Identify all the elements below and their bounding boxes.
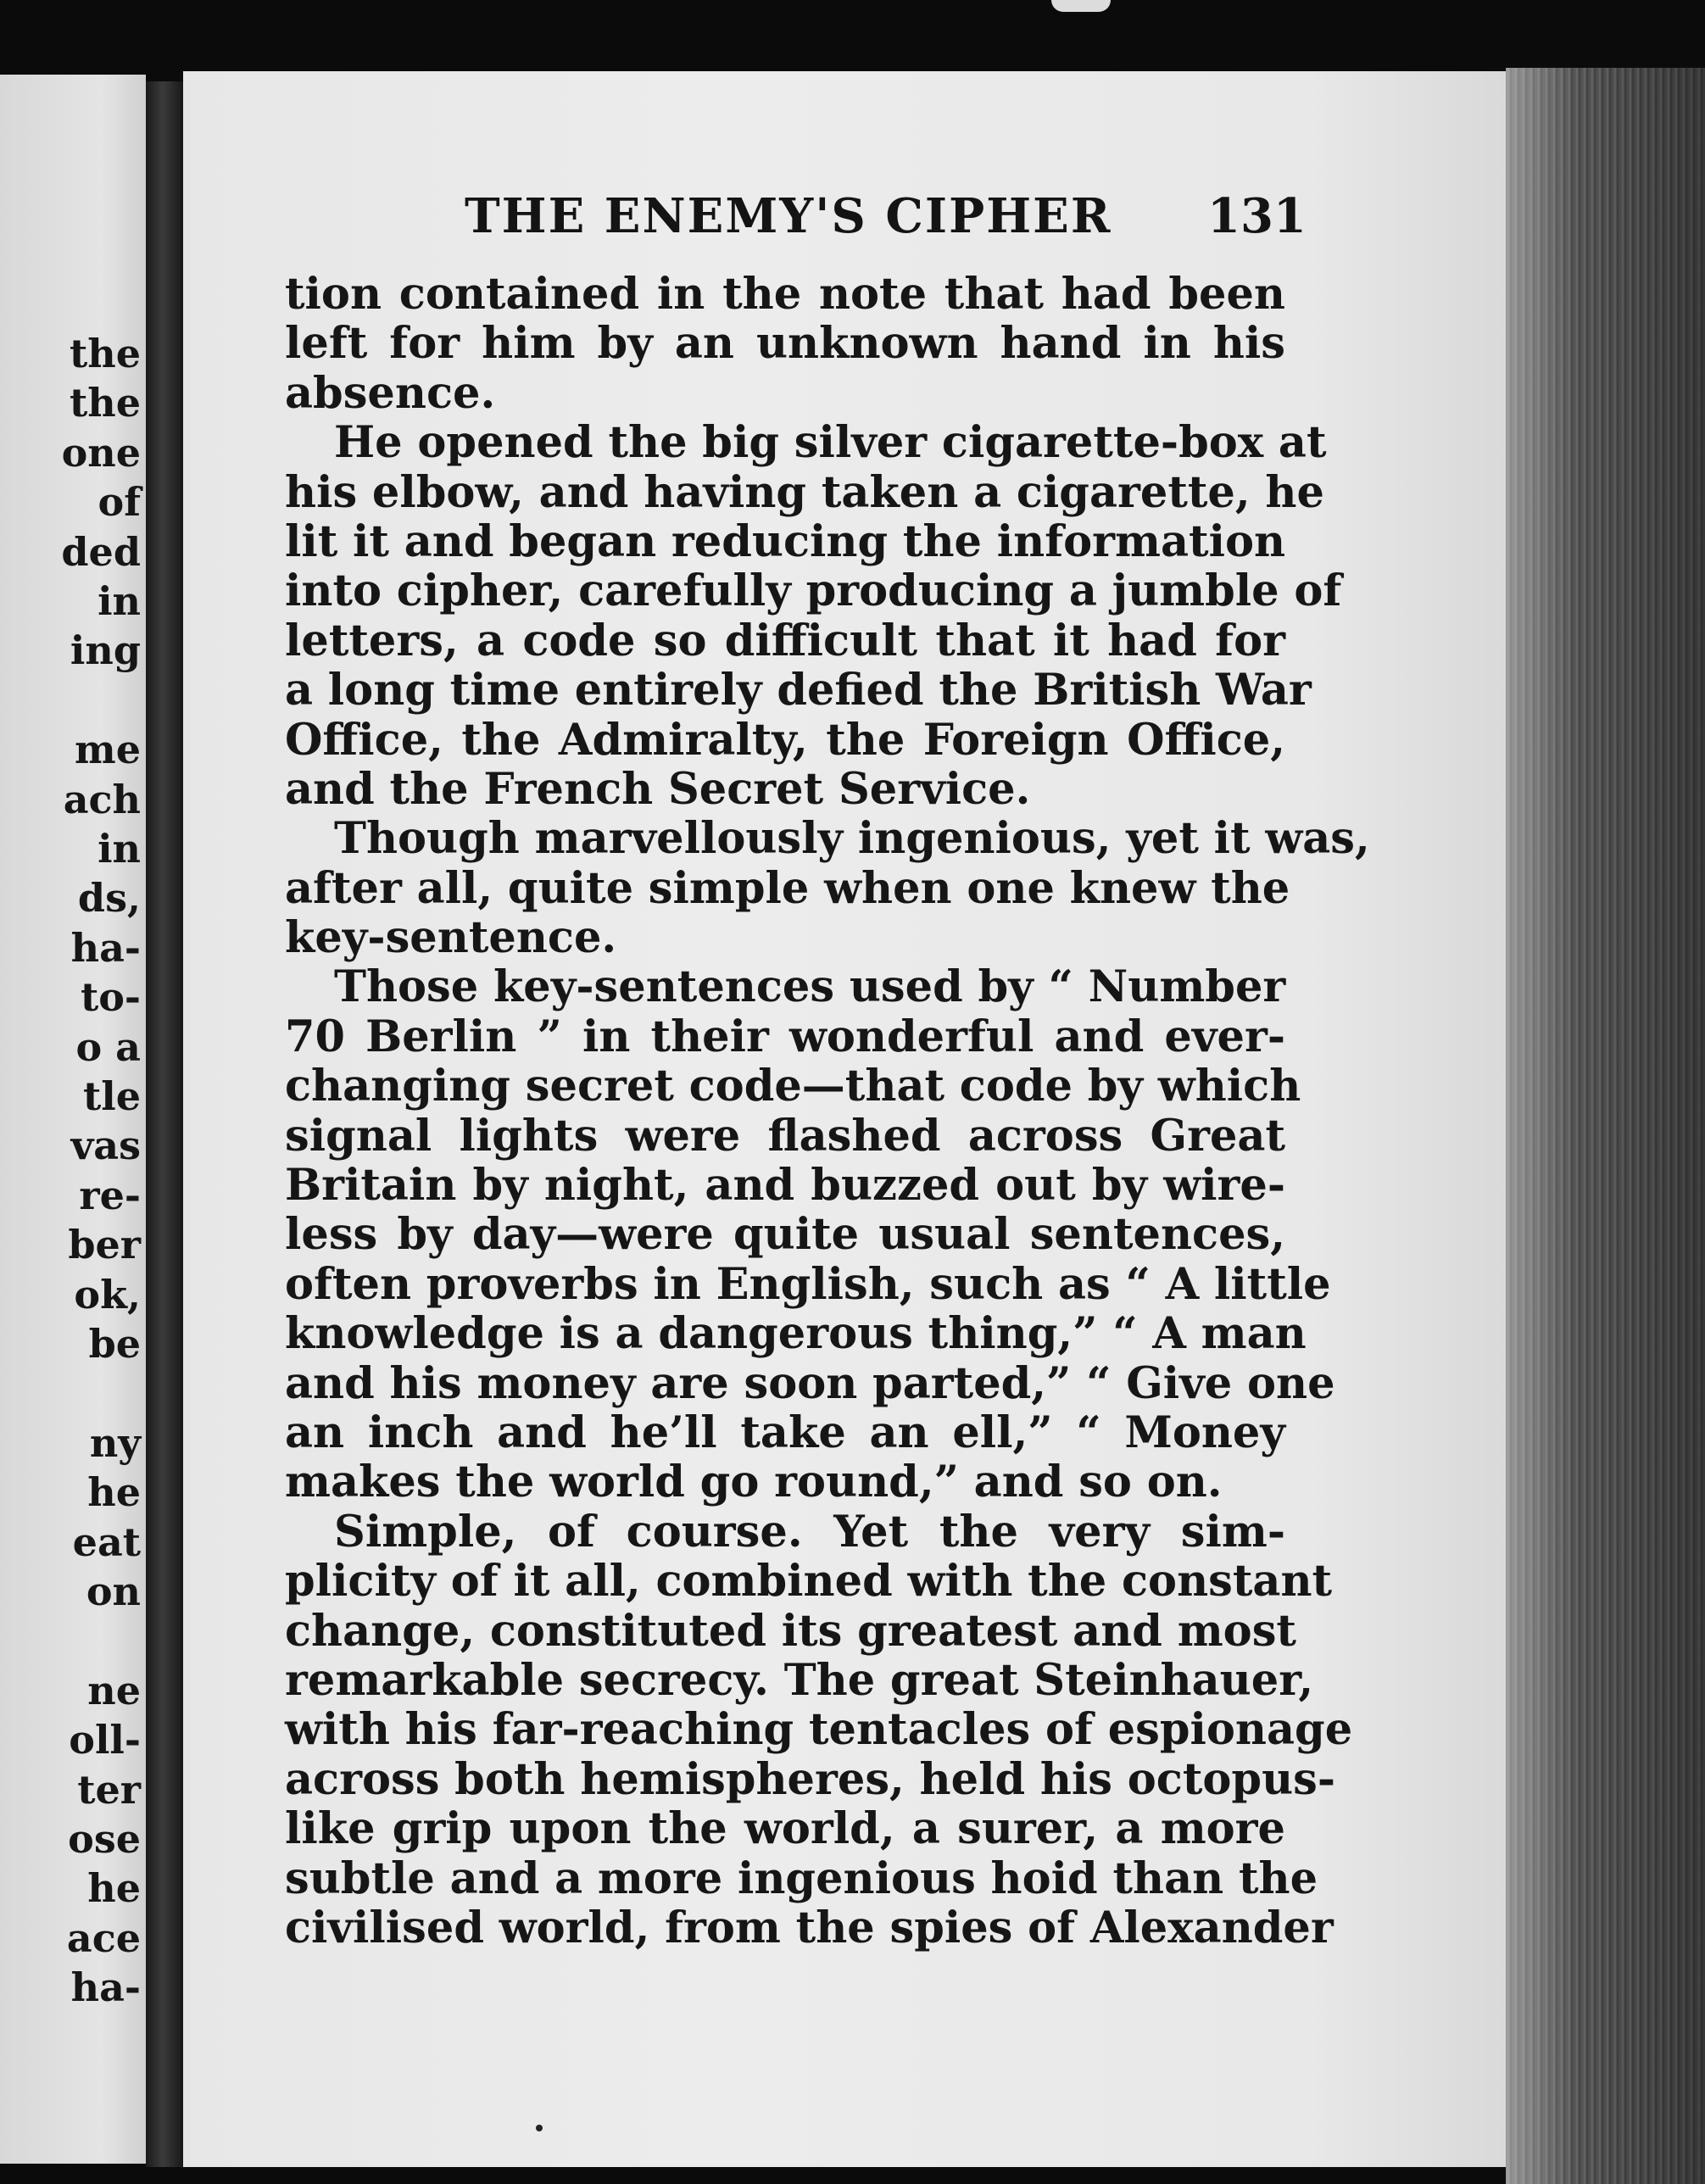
left-page-fragment: ace [66,1914,141,1961]
running-head: THE ENEMY'S CIPHER [465,188,1112,244]
text-line: signal lights were flashed across Great [285,1110,1285,1162]
left-page-fragment: in [98,826,141,872]
text-line: key-sentence. [285,912,617,964]
left-page-fragment: be [88,1321,141,1367]
left-page-fragment: of [98,479,141,526]
left-page-fragment: ing [70,627,141,674]
text-line: absence. [285,367,496,419]
left-page-fragment: he [87,1469,141,1516]
text-line: remarkable secrecy. The great Steinhauer, [285,1654,1314,1706]
left-page-fragment: ose [68,1816,141,1862]
text-line: tion contained in the note that had been [285,269,1285,320]
text-line: 70 Berlin ” in their wonderful and ever- [285,1011,1285,1062]
left-page-text-fragments [0,329,146,2025]
text-line: with his far-reaching tentacles of espionage [285,1704,1353,1756]
ink-speck [536,2125,543,2131]
text-line: across both hemispheres, held his octopus- [285,1753,1336,1805]
text-line: subtle and a more ingenious hoid than the [285,1852,1318,1904]
text-line: after all, quite simple when one knew the [285,862,1290,914]
left-page-fragment: me [75,727,141,773]
left-page-fragment: ne [87,1667,141,1713]
left-page-fragment: ber [68,1222,141,1268]
text-line: makes the world go round,” and so on. [285,1457,1223,1508]
left-page-fragment: eat [72,1518,141,1565]
left-page-fragment: ha- [70,1964,141,2011]
text-line: a long time entirely defied the British War [285,665,1312,716]
left-page-fragment: ha- [70,924,141,971]
text-line: lit it and began reducing the information [285,515,1286,567]
left-page-fragment: ok, [74,1271,141,1318]
text-line: Britain by night, and buzzed out by wire- [285,1160,1285,1212]
text-line: and his money are soon parted,” “ Give one [285,1357,1335,1409]
left-page-fragment: tle [83,1073,141,1119]
left-page-fragment: the [70,380,141,426]
left-page-fragment: o a [75,1023,141,1070]
text-line: changing secret code—that code by which [285,1061,1301,1112]
text-line: plicity of it all, combined with the constant [285,1556,1333,1607]
left-page-fragment: he [87,1865,141,1912]
left-page-fragment: on [86,1568,141,1614]
left-page-fragment: ach [63,776,141,822]
text-line: left for him by an unknown hand in his [285,318,1285,370]
text-line: Those key-sentences used by “ Number [334,961,1286,1013]
text-line: less by day—were quite usual sentences, [285,1209,1285,1261]
left-page-fragment: ny [89,1419,141,1466]
left-page-fragment: ds, [77,875,141,922]
page-block-edge-shade [1506,68,1705,2184]
book-gutter [146,81,183,2167]
text-line: into cipher, carefully producing a jumble of [285,566,1342,617]
left-page-fragment: in [98,578,141,624]
page-number: 131 [1207,188,1307,244]
text-line: knowledge is a dangerous thing,” “ A man [285,1308,1307,1360]
text-line: like grip upon the world, a surer, a more [285,1803,1285,1855]
body-text [285,269,1370,1953]
text-line: Simple, of course. Yet the very sim- [334,1506,1285,1557]
left-page-fragment: to- [80,974,141,1021]
text-line: He opened the big silver cigarette-box at [334,417,1327,469]
text-line: his elbow, and having taken a cigarette, he [285,466,1324,518]
left-page-fragment: ded [61,528,141,575]
left-page-fragment: re- [79,1172,141,1218]
text-line: civilised world, from the spies of Alexander [285,1902,1334,1953]
text-line: letters, a code so difficult that it had for [285,615,1285,666]
scan-artifact [1051,0,1111,12]
left-page-fragment: the [70,331,141,376]
left-page-fragment: vas [70,1123,141,1169]
text-line: Though marvellously ingenious, yet it was, [334,813,1370,865]
text-line: an inch and he’ll take an ell,” “ Money [285,1407,1285,1458]
text-line: change, constituted its greatest and most [285,1605,1296,1657]
left-page-fragment: ter [77,1766,141,1813]
text-line: and the French Secret Service. [285,763,1031,815]
left-page-fragment: one [61,429,141,476]
left-page-fragment: oll- [69,1717,141,1763]
left-facing-page [0,75,146,2164]
text-line: Office, the Admiralty, the Foreign Office, [285,714,1285,766]
text-line: often proverbs in English, such as “ A little [285,1258,1331,1310]
